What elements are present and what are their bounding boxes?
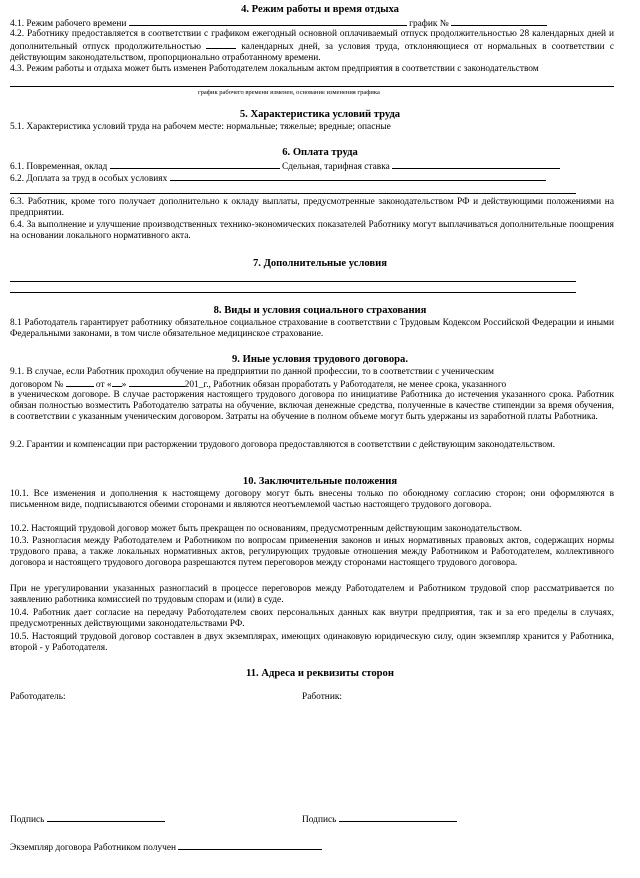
clause-10-1: 10.1. Все изменения и дополнения к настоящему договору могут быть внесены только по обоюдному согласию сторон; они оформляются в письменном виде, подписываются обеими сторонами и являются неотъемлемой частью настоящего трудового договора. bbox=[10, 489, 614, 511]
schedule-change-note: график рабочего времени изменен, основание изменения графика bbox=[198, 89, 380, 96]
employee-signature: Подпись bbox=[302, 813, 582, 826]
employee-signature-blank bbox=[339, 813, 457, 822]
clause-9-1-line-2: договором № от « » 201_г., Работник обязан проработать у Работодателя, не менее срока, указанного bbox=[10, 380, 507, 390]
section-10-heading: 10. Заключительные положения bbox=[242, 476, 398, 487]
clause-8-1: 8.1 Работодатель гарантирует работнику обязательное социальное страхование в соответствии с Трудовым Кодексом Российской Федерации и иными Федеральными законами, в том числе обязательное медицинское страхование. bbox=[10, 318, 614, 340]
special-conditions-pay-blank bbox=[170, 172, 546, 181]
tariff-rate-blank bbox=[392, 160, 560, 169]
clause-10-3-continued: При не урегулировании указанных разногласий в процессе переговоров между Работодателем и Работником трудовой спор рассматривается по заявлению работника комиссией по трудовым спорам и (или) в суде. bbox=[10, 584, 614, 606]
schedule-number-label: график № bbox=[409, 19, 449, 29]
employee-label: Работник: bbox=[302, 692, 342, 702]
special-conditions-pay-blank-2 bbox=[10, 193, 576, 194]
clause-10-2: 10.2. Настоящий трудовой договор может быть прекращен по основаниям, предусмотренным действующим законодательством. bbox=[10, 524, 522, 534]
student-contract-number-blank bbox=[66, 378, 94, 387]
clause-10-4: 10.4. Работник дает согласие на передачу Работодателем своих персональных данных как внутри предприятия, так и за его пределы в случаях, предусмотренных действующими законодательствами РФ. bbox=[10, 608, 614, 630]
clause-6-2: 6.2. Доплата за труд в особых условиях bbox=[10, 172, 614, 185]
additional-conditions-blank-2 bbox=[10, 292, 576, 293]
clause-4-2: 4.2. Работнику предоставляется в соответствии с графиком ежегодный основной оплачиваемый отпуск продолжительностью 28 календарных дней и дополнительный отпуск продолжительностью календарных дней, за условия труда, отклоняющиеся от нормальных в соответствии с действующим законодательством, пропорционально отработанному времени. bbox=[10, 29, 615, 64]
schedule-change-blank bbox=[10, 86, 614, 87]
contract-day-blank bbox=[112, 378, 122, 387]
extra-leave-days-blank bbox=[206, 40, 236, 49]
section-5-heading: 5. Характеристика условий труда bbox=[239, 109, 401, 120]
clause-4-3: 4.3. Режим работы и отдыха может быть изменен Работодателем локальным актом предприятия в соответствии с законодательством bbox=[10, 64, 539, 74]
clause-9-1-rest: в ученическом договоре. В случае расторжения настоящего трудового договора по инициативе Работника до истечения указанного срока. Работник обязан полностью возместить Работодателю затраты на обучение, включая денежные средства, полученные в качестве стипендии за время обучения, в соответствии с указанным ученическим договором. Затраты на обучение в полном объеме могут быть удержаны из заработной платы Работника. bbox=[10, 390, 614, 423]
clause-6-3: 6.3. Работник, кроме того получает дополнительно к окладу выплаты, предусмотренные законодательством РФ и действующими положениями на предприятии. bbox=[10, 197, 614, 219]
employer-signature: Подпись bbox=[10, 813, 290, 826]
section-4-heading: 4. Режим работы и время отдыха bbox=[241, 4, 399, 15]
clause-6-1: 6.1. Повременная, оклад Сдельная, тарифная ставка bbox=[10, 160, 614, 173]
clause-6-4: 6.4. За выполнение и улучшение производственных технико-экономических показателей Работнику могут выплачиваться дополнительные поощрения на основании локального нормативного акта. bbox=[10, 220, 614, 242]
schedule-number-blank bbox=[451, 17, 547, 26]
additional-conditions-blank-1 bbox=[10, 281, 576, 282]
clause-4-1-label: 4.1. Режим рабочего времени bbox=[10, 19, 127, 29]
salary-blank bbox=[110, 160, 280, 169]
section-7-heading: 7. Дополнительные условия bbox=[253, 258, 387, 269]
work-schedule-blank bbox=[129, 17, 407, 26]
copy-received-signature-blank bbox=[178, 841, 322, 850]
section-6-heading: 6. Оплата труда bbox=[282, 147, 358, 158]
clause-9-1-line-1: 9.1. В случае, если Работник проходил обучение на предприятии по данной профессии, то в соответствии с ученическим bbox=[10, 367, 494, 377]
section-11-heading: 11. Адреса и реквизиты сторон bbox=[246, 668, 394, 679]
clause-10-3: 10.3. Разногласия между Работодателем и Работником по вопросам применения законов и иных нормативных правовых актов, содержащих нормы трудового права, а также локальных нормативных актов, регулирующих трудовые отношения между Работником и Работодателем, коллективного договора и настоящего трудового договора разрешаются путем переговоров между сторонами настоящего трудового договора. bbox=[10, 536, 614, 569]
clause-9-2: 9.2. Гарантии и компенсации при расторжении трудового договора предоставляются в соответствии с действующим законодательством. bbox=[10, 440, 555, 450]
contract-month-blank bbox=[129, 378, 185, 387]
clause-10-5: 10.5. Настоящий трудовой договор составлен в двух экземплярах, имеющих одинаковую юридическую силу, один экземпляр хранится у Работника, второй - у Работодателя. bbox=[10, 632, 614, 654]
section-8-heading: 8. Виды и условия социального страхования bbox=[213, 305, 427, 316]
clause-5-1: 5.1. Характеристика условий труда на рабочем месте: нормальные; тяжелые; вредные; опасные bbox=[10, 122, 391, 132]
copy-received: Экземпляр договора Работником получен bbox=[10, 841, 614, 854]
section-9-heading: 9. Иные условия трудового договора. bbox=[232, 354, 408, 365]
employer-signature-blank bbox=[47, 813, 165, 822]
employer-label: Работодатель: bbox=[10, 692, 66, 702]
